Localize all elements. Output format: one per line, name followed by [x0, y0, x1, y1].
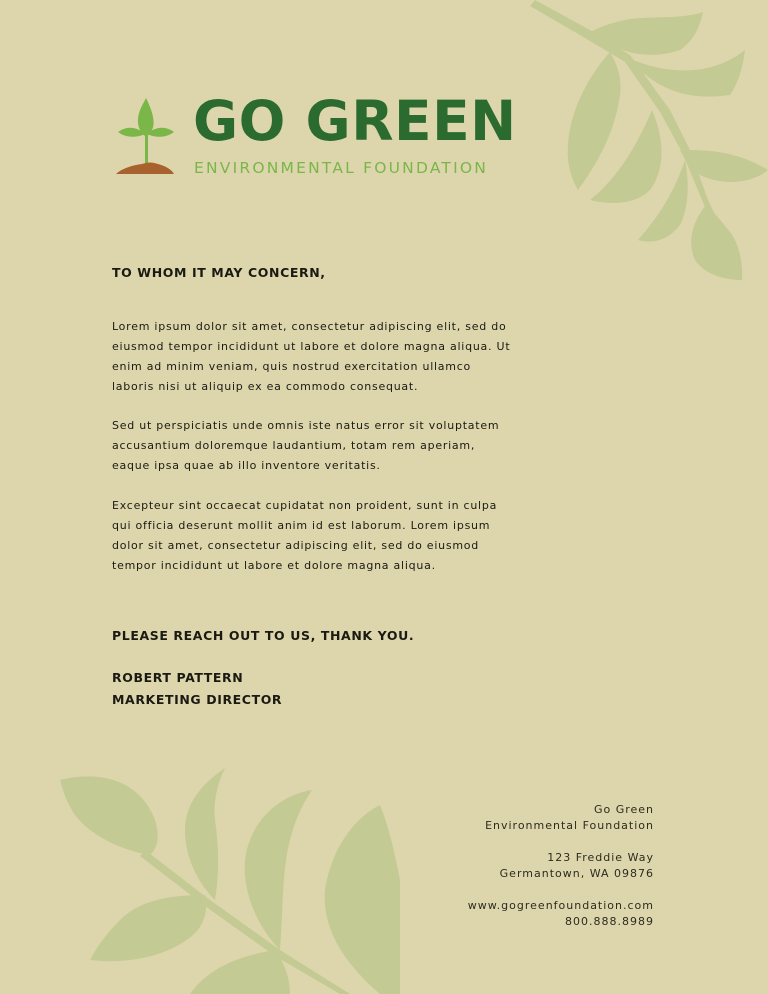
signature-name: ROBERT PATTERN — [112, 670, 244, 685]
paragraph-line: dolor sit amet, consectetur adipiscing elit, sed do eiusmod — [112, 539, 480, 552]
sprout-icon — [114, 94, 178, 178]
letter-greeting: TO WHOM IT MAY CONCERN, — [112, 265, 326, 280]
paragraph-line: eaque ipsa quae ab illo inventore veritatis. — [112, 459, 381, 472]
org-subtitle: Environmental Foundation — [485, 819, 654, 832]
leaf-branch-icon — [50, 760, 400, 994]
phone-number: 800.888.8989 — [565, 915, 654, 928]
paragraph-line: tempor incididunt ut labore et dolore magna aliqua. — [112, 559, 436, 572]
contact-web-phone — [468, 898, 654, 930]
leaf-branch-icon — [530, 0, 768, 290]
paragraph-line: Sed ut perspiciatis unde omnis iste natus error sit voluptatem — [112, 419, 500, 432]
letter-paragraph — [112, 317, 552, 397]
address-line-2: Germantown, WA 09876 — [499, 867, 654, 880]
paragraph-line: Lorem ipsum dolor sit amet, consectetur adipiscing elit, sed do — [112, 320, 507, 333]
paragraph-line: accusantium doloremque laudantium, totam rem aperiam, — [112, 439, 476, 452]
letter-closing: PLEASE REACH OUT TO US, THANK YOU. — [112, 628, 415, 643]
paragraph-line: eiusmod tempor incididunt ut labore et dolore magna aliqua. Ut — [112, 340, 511, 353]
contact-address — [468, 850, 654, 882]
brand-title: GO GREEN — [193, 89, 517, 153]
address-line-1: 123 Freddie Way — [547, 851, 654, 864]
paragraph-line: enim ad minim veniam, quis nostrud exercitation ullamco — [112, 360, 472, 373]
letter-paragraph — [112, 496, 552, 576]
paragraph-line: Excepteur sint occaecat cupidatat non proident, sunt in culpa — [112, 499, 498, 512]
signature-title: MARKETING DIRECTOR — [112, 692, 283, 707]
paragraph-line: qui officia deserunt mollit anim id est laborum. Lorem ipsum — [112, 519, 491, 532]
contact-org — [468, 802, 654, 834]
org-name: Go Green — [593, 803, 654, 816]
website-link[interactable]: www.gogreenfoundation.com — [467, 899, 654, 912]
paragraph-line: laboris nisi ut aliquip ex ea commodo consequat. — [112, 380, 419, 393]
letter-paragraph — [112, 416, 552, 476]
brand-subtitle: ENVIRONMENTAL FOUNDATION — [194, 159, 489, 177]
contact-block — [468, 802, 654, 946]
